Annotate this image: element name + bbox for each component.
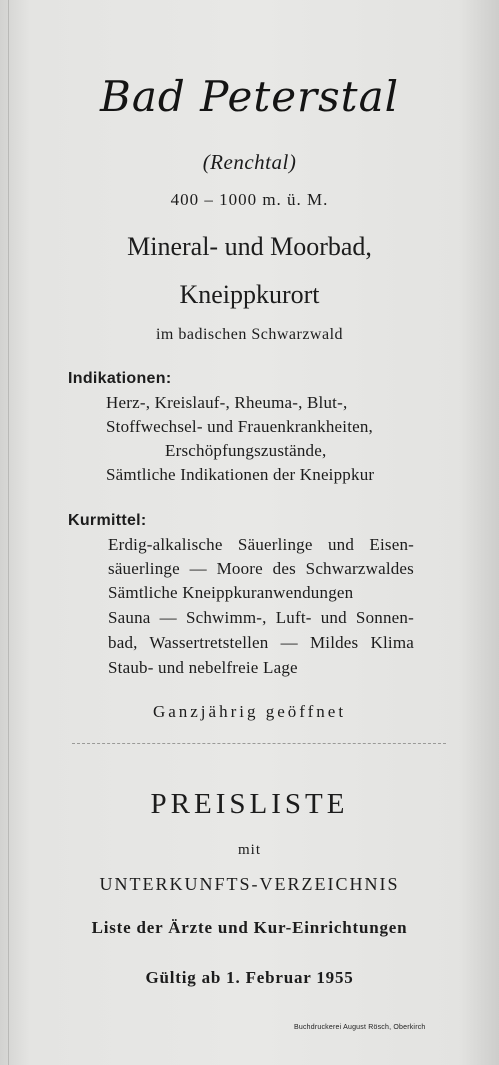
open-all-year: Ganzjährig geöffnet <box>152 702 347 721</box>
kurmittel-line: Erdig-alkalische Säuerlinge und Eisen- <box>108 535 414 554</box>
kurmittel-line: Staub- und nebelfreie Lage <box>108 658 298 677</box>
kurmittel-line: Sämtliche Kneippkuranwendungen <box>108 583 354 602</box>
kurmittel-label: Kurmittel: <box>68 512 147 529</box>
kurmittel-line: Sauna — Schwimm-, Luft- und Sonnen- <box>108 608 414 627</box>
indikationen-line: Stoffwechsel- und Frauenkrankheiten, <box>106 417 374 436</box>
mit-text: mit <box>237 842 261 858</box>
aerzte-liste-line: Liste der Ärzte und Kur-Einrichtungen <box>91 918 408 937</box>
kurmittel-line: säuerlinge — Moore des Schwarzwaldes <box>108 559 414 578</box>
indikationen-line: Erschöpfungszustände, <box>165 441 327 460</box>
subtitle: (Renchtal) <box>202 150 297 174</box>
page-title: Bad Peterstal <box>99 72 400 121</box>
verzeichnis-heading: UNTERKUNFTS-VERZEICHNIS <box>99 874 400 894</box>
indikationen-label: Indikationen: <box>68 370 172 387</box>
heading-line-1: Mineral- und Moorbad, <box>127 232 372 261</box>
heading-line-2: Kneippkurort <box>179 280 320 309</box>
preisliste-heading: PREISLISTE <box>150 788 349 820</box>
kurmittel-line: bad, Wassertretstellen — Mildes Klima <box>108 633 414 652</box>
indikationen-line: Sämtliche Indikationen der Kneippkur <box>106 465 375 484</box>
valid-from-line: Gültig ab 1. Februar 1955 <box>145 968 354 987</box>
printer-imprint: Buchdruckerei August Rösch, Oberkirch <box>294 1024 426 1031</box>
indikationen-line: Herz-, Kreislauf-, Rheuma-, Blut-, <box>106 393 348 412</box>
altitude: 400 – 1000 m. ü. M. <box>170 190 329 209</box>
region-line: im badischen Schwarzwald <box>155 326 344 343</box>
divider-rule <box>72 743 446 745</box>
